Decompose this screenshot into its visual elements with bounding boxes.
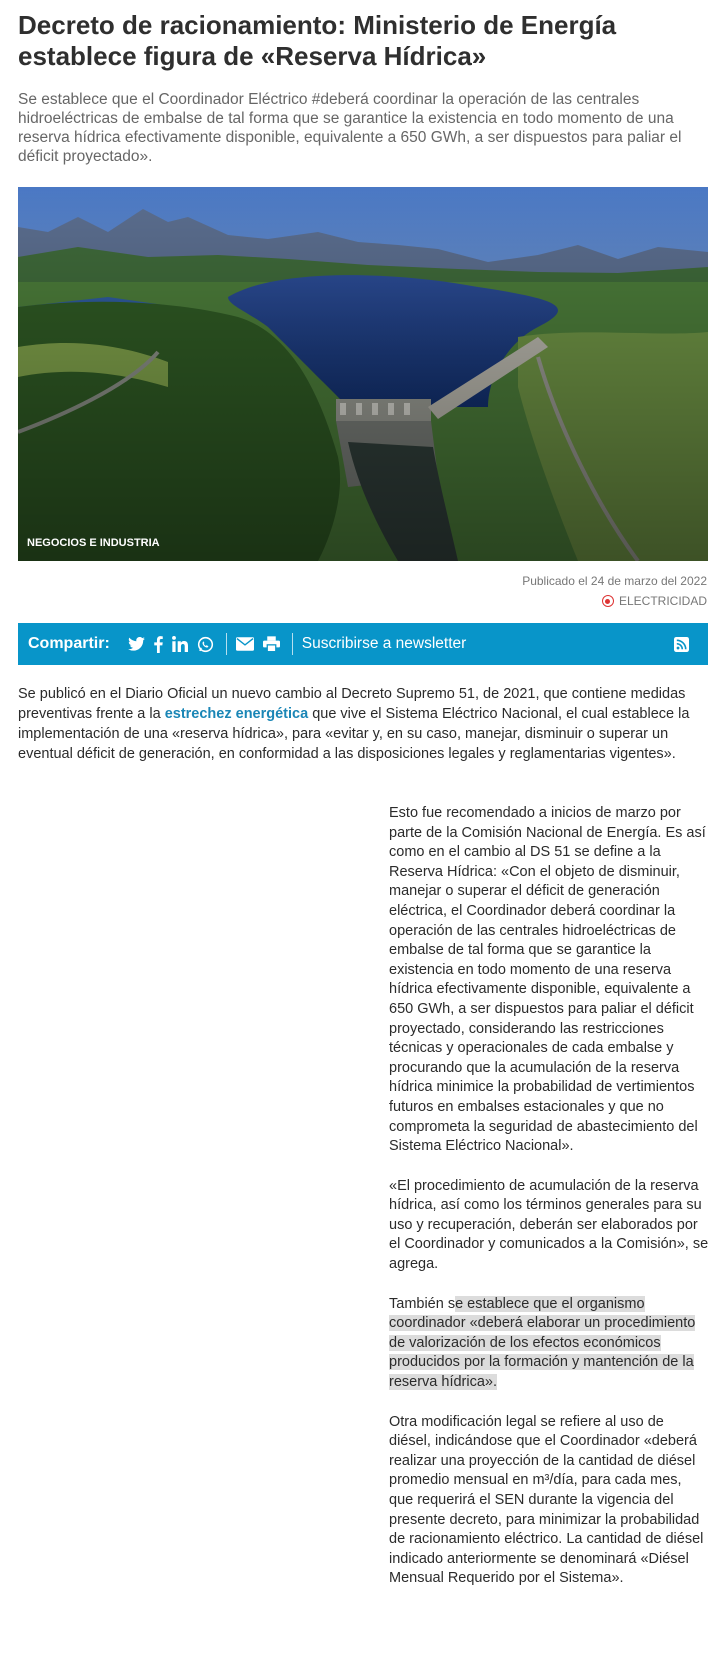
divider [292, 633, 293, 655]
whatsapp-icon[interactable] [197, 636, 214, 653]
print-icon[interactable] [263, 636, 280, 652]
body-paragraph: «El procedimiento de acumulación de la reserva hídrica, así como los términos generales para su uso y recuperación, deberán ser elaborados por el Coordinador y comunicados a la Comisión», se agrega. [389, 1177, 709, 1273]
facebook-icon[interactable] [154, 636, 163, 653]
divider [226, 633, 227, 655]
publish-date: Publicado el 24 de marzo del 2022 [522, 574, 707, 588]
paragraph-text: También s [389, 1295, 456, 1312]
image-category-tag[interactable]: NEGOCIOS E INDUSTRIA [27, 537, 160, 549]
intro-link[interactable]: estrechez energética [164, 706, 309, 722]
article-title: Decreto de racionamiento: Ministerio de Energía establece figura de «Reserva Hídrica» [18, 10, 617, 71]
body-paragraph: Otra modificación legal se refiere al uso de diésel, indicándose que el Coordinador «deberá realizar una proyección de la cantidad de diésel promedio mensual en m³/día, para cada mes, que requerirá el SEN durante la vigencia del presente decreto, para minimizar la probabilidad de racionamiento eléctrico. La cantidad de diésel indicado anteriormente se denominará «Diésel Mensual Requerido por el Sistema». [389, 1413, 704, 1587]
share-label: Compartir: [28, 635, 110, 652]
highlighted-text: e establece que el organismo coordinador «deberá elaborar un procedimiento de valorización de los efectos económicos producidos por la formación y mantención de la reserva hídrica». [389, 1295, 696, 1391]
newsletter-link[interactable]: Suscribirse a newsletter [301, 635, 467, 652]
category-dot-icon [602, 595, 614, 607]
mail-icon[interactable] [236, 637, 254, 651]
body-paragraph: Esto fue recomendado a inicios de marzo por parte de la Comisión Nacional de Energía. Es así como en el cambio al DS 51 se define a la Reserva Hídrica: «Con el objeto de disminuir, manejar o superar el déficit de generación eléctrica, el Coordinador deberá coordinar la operación de las centrales hidroeléctricas de embalse de tal forma que se garantice la existencia en todo momento de una reserva hídrica efectivamente disponible, equivalente a 650 GWh, a ser dispuestos para paliar el déficit proyectado, considerando las restricciones técnicas y operacionales de cada embalse y procurando que la acumulación de la reserva hídrica minimice la probabilidad de vertimientos futuros en embalses estacionales y que no comprometa la seguridad de abastecimiento del Sistema Eléctrico Nacional». [389, 805, 706, 1155]
category-label: ELECTRICIDAD [618, 594, 707, 608]
rss-icon[interactable] [674, 637, 689, 652]
linkedin-icon[interactable] [172, 636, 188, 652]
hero-image [18, 187, 708, 561]
category-link[interactable] [602, 594, 707, 608]
intro-paragraph [18, 684, 710, 764]
dam-landscape-image [18, 187, 708, 561]
body-paragraph [389, 1295, 709, 1393]
article-lead: Se establece que el Coordinador Eléctrico #deberá coordinar la operación de las centrales hidroeléctricas de embalse de tal forma que se garantice la existencia en todo momento de una reserva hídrica efectivamente disponible, equivalente a 650 GWh, a ser dispuestos para paliar el déficit proyectado». [18, 91, 682, 165]
intro-text-start: Se publicó en el Diario Oficial un nuevo cambio al Decreto Supremo 51, de 2021, que contiene medidas preventivas frente a la [18, 686, 686, 722]
article-body-column [389, 804, 709, 1609]
twitter-icon[interactable] [128, 637, 145, 651]
share-bar [18, 623, 708, 665]
intro-text-end: que vive el Sistema Eléctrico Nacional, el cual establece la implementación de una «reserva hídrica», para «evitar y, en su caso, manejar, disminuir o superar un eventual déficit de generación, en conformidad a las disposiciones legales y reglamentarias vigentes». [18, 706, 690, 762]
